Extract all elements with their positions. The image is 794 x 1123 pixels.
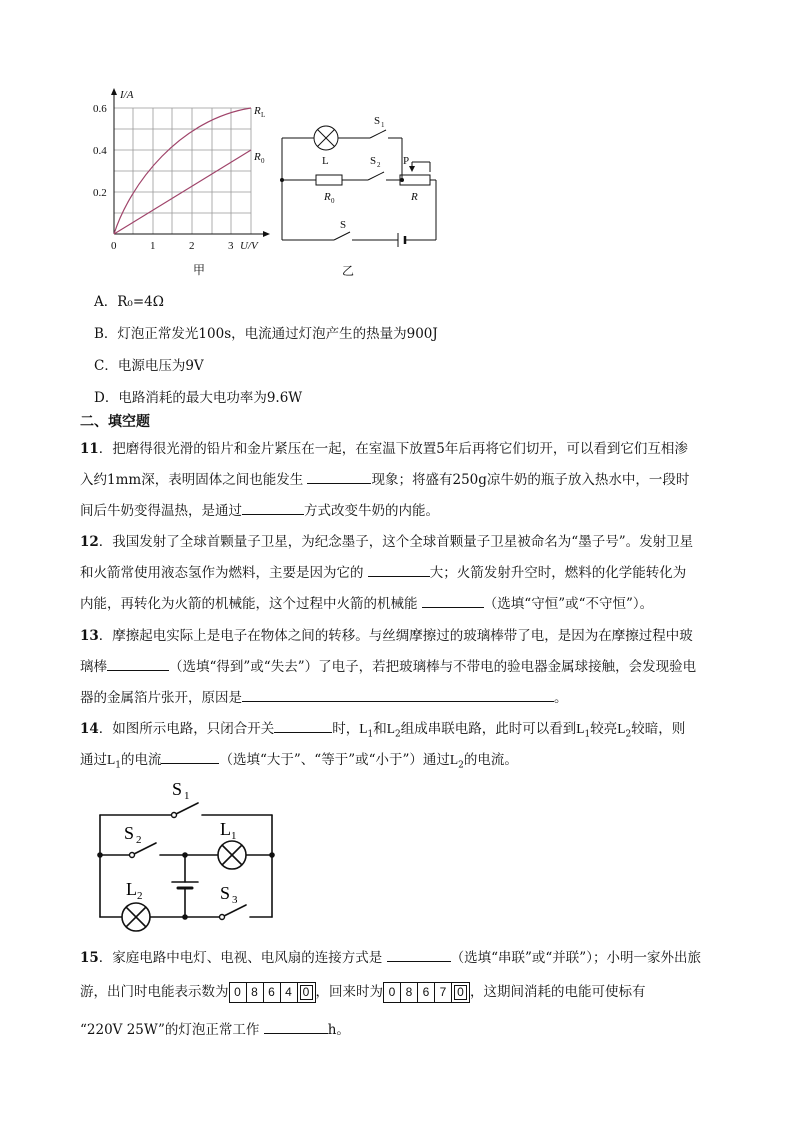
q11-line1: 11．把磨得很光滑的铅片和金片紧压在一起，在室温下放置5年后再将它们切开，可以看到它们互相渗 — [80, 441, 688, 457]
q11-blank2[interactable] — [242, 502, 304, 515]
y-tick: 0.4 — [93, 145, 107, 157]
lamp-l1 — [218, 841, 246, 869]
q12-blank1[interactable] — [368, 564, 430, 577]
circuit-q14 — [92, 775, 282, 935]
x-axis-label: U/V — [240, 240, 258, 252]
meter-digit: 0 — [230, 983, 247, 1002]
q13-line1: 13．摩擦起电实际上是电子在物体之间的转移。与丝绸摩擦过的玻璃棒带了电，是因为在摩擦过程中玻 — [80, 628, 693, 644]
q11-number: 11 — [80, 441, 99, 457]
label-s1-sub: 1 — [184, 790, 190, 802]
label-l: L — [322, 155, 329, 167]
label-l2-sub: 2 — [137, 890, 143, 902]
q13-number: 13 — [80, 628, 99, 644]
q13-line3: 器的金属箔片张开，原因是 。 — [80, 690, 568, 706]
label-s2-sub: 2 — [377, 161, 381, 169]
lamp-l2 — [122, 903, 150, 931]
q14-blank2[interactable] — [161, 751, 219, 764]
option-a: A．R₀=4Ω — [94, 294, 164, 310]
q14-line2: 通过$L_1$的电流 （选填“大于”、“等于”或“小于”）通过$L_2$的电流。 — [80, 752, 518, 771]
y-axis-arrow — [111, 88, 117, 95]
q13-blank2[interactable] — [242, 689, 554, 702]
q15-line2: 游，出门时电能表示数为 0 8 6 4 0 ，回来时为 0 8 6 7 0 ，这期间消耗的电能可使标有 — [80, 980, 646, 1003]
curve-label-r0-sub: 0 — [261, 157, 265, 165]
y-tick: 0.2 — [93, 187, 107, 199]
option-c: C．电源电压为9V — [94, 358, 204, 374]
label-s2: S — [370, 155, 377, 167]
q11-line2: 入约1mm深，表明固体之间也能发生 现象；将盛有250g凉牛奶的瓶子放入热水中，一段时 — [80, 472, 690, 488]
label-l2: L — [126, 879, 137, 899]
q14-number: 14 — [80, 721, 99, 737]
q12-line2: 和火箭常使用液态氢作为燃料，主要是因为它的 大；火箭发射升空时，燃料的化学能转化为 — [80, 565, 687, 581]
q15-blank1[interactable] — [387, 949, 451, 962]
label-s2-sub: 2 — [136, 834, 142, 846]
meter-decimal: 0 — [452, 983, 469, 1002]
label-l1-sub: 1 — [231, 830, 237, 842]
q14-line1: 14．如图所示电路，只闭合开关 时，$L_1$和$L_2$组成串联电路，此时可以看到$L_1$较亮$L_2$较暗，则 — [80, 721, 686, 740]
label-s1-sub: 1 — [381, 121, 385, 129]
q11-line3: 间后牛奶变得温热，是通过 方式改变牛奶的内能。 — [80, 503, 439, 519]
q14-blank1[interactable] — [274, 720, 332, 733]
option-b: B．灯泡正常发光100s，电流通过灯泡产生的热量为900J — [94, 326, 438, 342]
option-d: D．电路消耗的最大电功率为9.6W — [94, 390, 303, 406]
circuit-yi — [278, 106, 448, 284]
meter-digit: 6 — [264, 983, 281, 1002]
q15-line1: 15．家庭电路中电灯、电视、电风扇的连接方式是 （选填“串联”或“并联”）；小明一家外出旅 — [80, 950, 701, 966]
curve-label-r0: R — [254, 151, 261, 163]
section-heading: 二、填空题 — [80, 414, 150, 430]
label-r0-sub: 0 — [331, 197, 335, 205]
label-p: P — [403, 155, 410, 167]
label-s: S — [340, 219, 347, 231]
meter-digit: 0 — [384, 983, 401, 1002]
caption-jia: 甲 — [193, 263, 206, 277]
grid — [114, 108, 251, 234]
label-s3: S — [220, 883, 231, 903]
caption-yi: 乙 — [342, 264, 355, 278]
meter-digit: 4 — [281, 983, 298, 1002]
curve-label-rl-sub: L — [261, 111, 266, 119]
meter-digit: 8 — [247, 983, 264, 1002]
q15-number: 15 — [80, 950, 99, 966]
label-s2: S — [124, 823, 135, 843]
y-axis-label: I/A — [120, 89, 134, 101]
label-s1: S — [172, 779, 183, 799]
q13-blank1[interactable] — [107, 658, 169, 671]
x-tick: 0 — [111, 240, 117, 252]
meter-decimal: 0 — [298, 983, 315, 1002]
meter-back — [383, 982, 470, 1003]
label-s3-sub: 3 — [232, 894, 238, 906]
label-r: R — [411, 191, 418, 203]
q15-blank2[interactable] — [264, 1021, 328, 1034]
battery — [398, 233, 405, 247]
x-axis-arrow — [263, 231, 270, 237]
q12-number: 12 — [80, 534, 99, 550]
lamp-l — [314, 126, 338, 150]
x-tick: 1 — [150, 240, 156, 252]
q11-blank1[interactable] — [307, 471, 371, 484]
label-s1: S — [374, 115, 381, 127]
q13-line2: 璃棒 （选填“得到”或“失去”）了电子，若把玻璃棒与不带电的验电器金属球接触，会发现验电 — [80, 659, 697, 675]
meter-out — [229, 982, 316, 1003]
q12-line1: 12．我国发射了全球首颗量子卫星，为纪念墨子，这个全球首颗量子卫星被命名为“墨子号”。发射卫星 — [80, 534, 694, 550]
x-tick: 3 — [228, 240, 234, 252]
curve-label-rl: R — [254, 105, 261, 117]
q15-line3: “220V 25W”的灯泡正常工作 h。 — [80, 1022, 350, 1038]
q12-blank2[interactable] — [422, 595, 484, 608]
meter-digit: 7 — [435, 983, 452, 1002]
label-r0: R — [324, 191, 331, 203]
q12-line3: 内能，再转化为火箭的机械能，这个过程中火箭的机械能 （选填“守恒”或“不守恒”）。 — [80, 596, 654, 612]
meter-digit: 8 — [401, 983, 418, 1002]
label-l1: L — [220, 819, 231, 839]
graph-jia — [90, 84, 280, 284]
y-tick: 0.6 — [93, 103, 107, 115]
meter-digit: 6 — [418, 983, 435, 1002]
x-tick: 2 — [189, 240, 195, 252]
